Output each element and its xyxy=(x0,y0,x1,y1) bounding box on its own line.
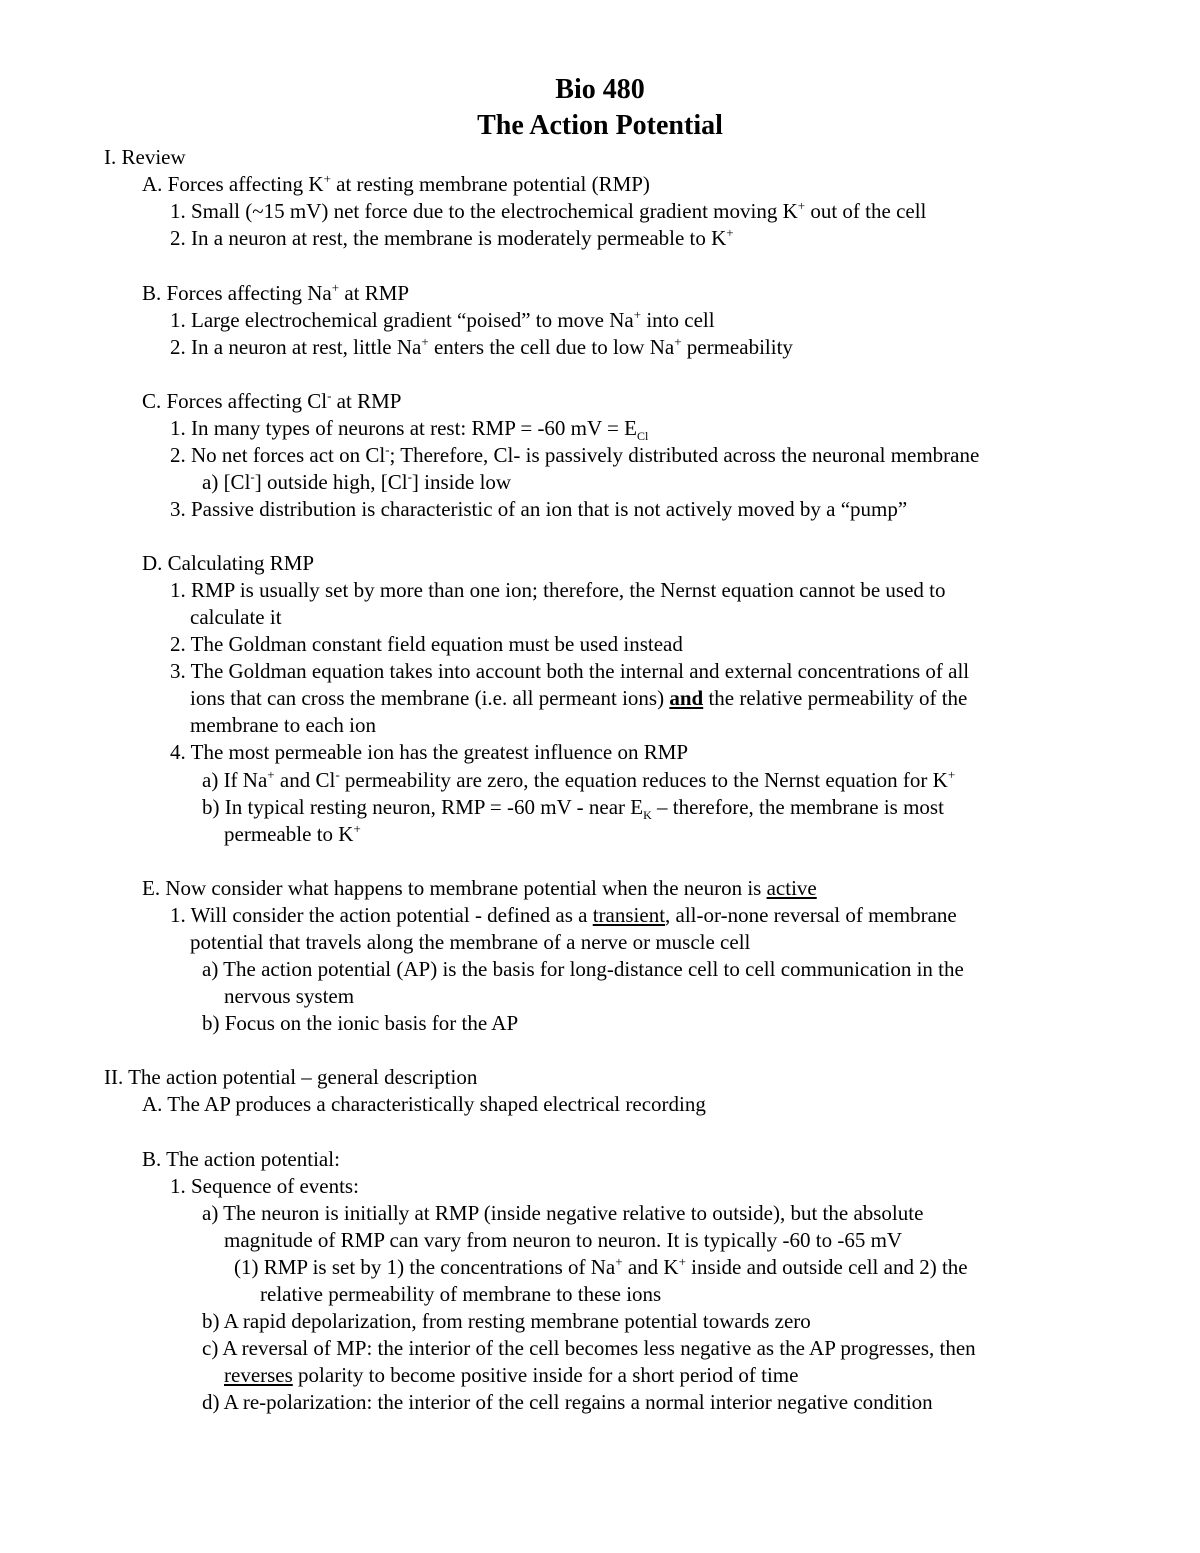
list-subitem: d) A re-polarization: the interior of the cell regains a normal interior negative condition xyxy=(202,1390,933,1414)
list-item: 1. In many types of neurons at rest: RMP = -60 mV = $E_{Cl}$ xyxy=(170,416,649,444)
list-item-continuation: potential that travels along the membrane of a nerve or muscle cell xyxy=(190,930,751,954)
list-item: 1. Small (~15 mV) net force due to the electrochemical gradient moving K+ out of the cell xyxy=(170,198,927,223)
subsection-heading: C. Forces affecting Cl- at RMP xyxy=(142,388,402,413)
list-item: 3. The Goldman equation takes into account both the internal and external concentrations of all xyxy=(170,659,970,683)
list-item: 2. The Goldman constant field equation must be used instead xyxy=(170,632,683,656)
list-subitem: a) The action potential (AP) is the basis for long-distance cell to cell communication in the xyxy=(202,957,964,981)
list-item: 1. Will consider the action potential - defined as a transient, all-or-none reversal of membrane xyxy=(170,903,957,927)
section-heading: I. Review xyxy=(104,145,186,169)
subsection-heading: D. Calculating RMP xyxy=(142,551,315,575)
list-subitem-continuation: permeable to K+ xyxy=(224,821,361,846)
subsection-heading: A. Forces affecting K+ at resting membrane potential (RMP) xyxy=(142,171,650,196)
list-item: 1. Sequence of events: xyxy=(170,1174,359,1198)
list-subitem-continuation: nervous system xyxy=(224,984,355,1008)
list-item-continuation: ions that can cross the membrane (i.e. all permeant ions) and the relative permeability of the xyxy=(190,686,968,710)
subsection-heading: E. Now consider what happens to membrane potential when the neuron is active xyxy=(142,876,817,900)
list-item: 2. In a neuron at rest, the membrane is moderately permeable to K+ xyxy=(170,225,734,250)
list-subitem: a) [Cl-] outside high, [Cl-] inside low xyxy=(202,469,512,494)
subsection-heading: A. The AP produces a characteristically shaped electrical recording xyxy=(142,1092,706,1116)
list-subitem: b) Focus on the ionic basis for the AP xyxy=(202,1011,519,1035)
subsection-heading: B. Forces affecting Na+ at RMP xyxy=(142,280,410,305)
list-subitem: c) A reversal of MP: the interior of the cell becomes less negative as the AP progresses, then xyxy=(202,1336,976,1360)
list-subitem-continuation: magnitude of RMP can vary from neuron to neuron. It is typically -60 to -65 mV xyxy=(224,1228,903,1252)
list-item: 3. Passive distribution is characteristic of an ion that is not actively moved by a “pump” xyxy=(170,497,908,521)
list-item: 1. RMP is usually set by more than one ion; therefore, the Nernst equation cannot be used to xyxy=(170,578,946,602)
subsection-heading: B. The action potential: xyxy=(142,1147,340,1171)
page-title: The Action Potential xyxy=(477,110,723,141)
list-item-continuation: calculate it xyxy=(190,605,282,629)
list-subitem: b) A rapid depolarization, from resting membrane potential towards zero xyxy=(202,1309,811,1333)
list-subitem: a) The neuron is initially at RMP (inside negative relative to outside), but the absolute xyxy=(202,1201,924,1225)
list-subitem-continuation: reverses polarity to become positive inside for a short period of time xyxy=(224,1363,799,1387)
list-item: 2. In a neuron at rest, little Na+ enters the cell due to low Na+ permeability xyxy=(170,334,793,359)
list-item-continuation: membrane to each ion xyxy=(190,713,377,737)
list-item: 1. Large electrochemical gradient “poised” to move Na+ into cell xyxy=(170,307,715,332)
course-title: Bio 480 xyxy=(555,74,645,105)
list-subsubitem-continuation: relative permeability of membrane to these ions xyxy=(260,1282,662,1306)
list-subsubitem: (1) RMP is set by 1) the concentrations of Na+ and K+ inside and outside cell and 2) the xyxy=(234,1254,968,1279)
list-subitem: a) If Na+ and Cl- permeability are zero, the equation reduces to the Nernst equation for K+ xyxy=(202,767,956,792)
list-item: 2. No net forces act on Cl-; Therefore, Cl- is passively distributed across the neuronal membrane xyxy=(170,442,980,467)
list-subitem: b) In typical resting neuron, RMP = -60 mV - near $E_K$ – therefore, the membrane is most xyxy=(202,795,944,823)
section-heading: II. The action potential – general description xyxy=(104,1065,478,1089)
list-item: 4. The most permeable ion has the greatest influence on RMP xyxy=(170,740,689,764)
